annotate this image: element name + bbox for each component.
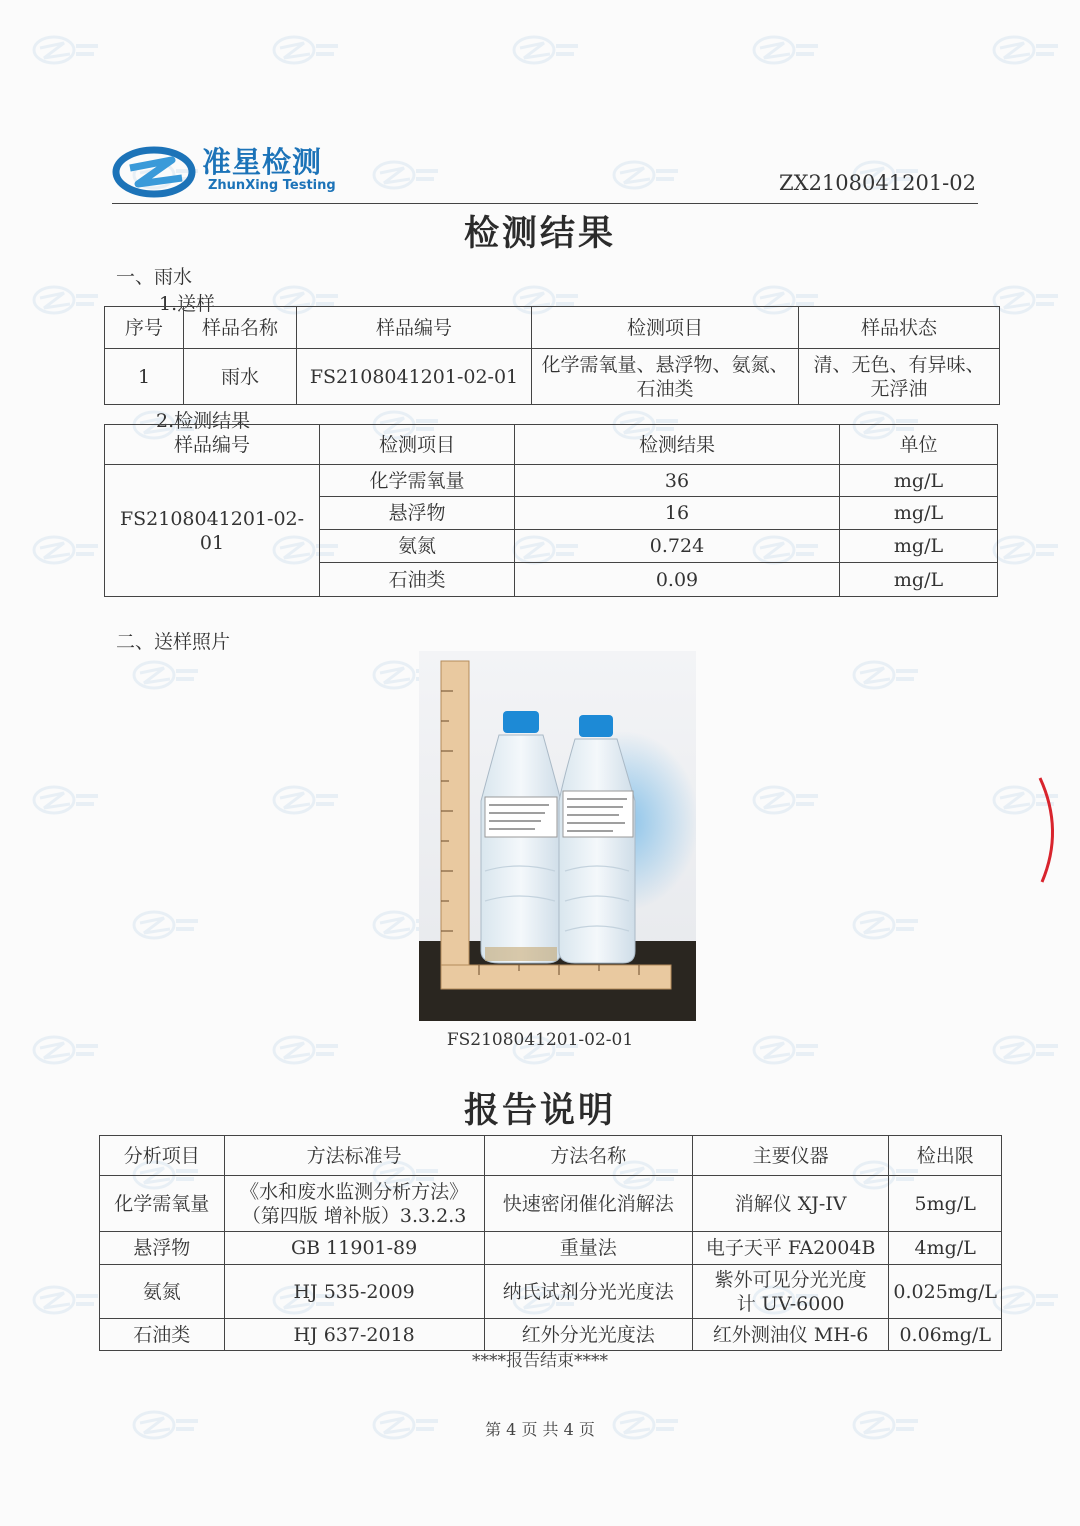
results-value: 0.724 — [515, 530, 840, 563]
method-header-instrument: 主要仪器 — [692, 1136, 889, 1176]
header-rule — [112, 203, 978, 204]
results-unit: mg/L — [840, 530, 998, 563]
sample-cell-name: 雨水 — [184, 349, 297, 405]
sample-items-line1: 化学需氧量、悬浮物、氨氮、 — [541, 353, 789, 376]
subsection-sample-heading: 1.送样 — [159, 293, 216, 315]
sample-header-status: 样品状态 — [799, 307, 1000, 349]
section-rain-heading: 一、雨水 — [116, 266, 193, 288]
logo-chinese-name: 准星检测 — [202, 145, 323, 179]
subsection-results-heading: 2.检测结果 — [156, 410, 251, 432]
method-standard: GB 11901-89 — [224, 1232, 484, 1265]
watermark-logo-icon — [370, 155, 440, 195]
results-header-item: 检测项目 — [320, 425, 515, 465]
sample-table — [104, 306, 1000, 405]
watermark-logo-icon — [270, 30, 340, 70]
sample-cell-items — [532, 349, 799, 405]
watermark-logo-icon — [990, 30, 1060, 70]
watermark-logo-icon — [750, 780, 820, 820]
method-name: 重量法 — [484, 1232, 692, 1265]
results-header-value: 检测结果 — [515, 425, 840, 465]
watermark-logo-icon — [30, 1280, 100, 1320]
method-limit: 5mg/L — [889, 1176, 1002, 1232]
sample-status-line2: 无浮油 — [870, 377, 928, 400]
watermark-logo-icon — [750, 30, 820, 70]
notes-title: 报告说明 — [463, 1091, 616, 1131]
results-item: 化学需氧量 — [320, 465, 515, 497]
sample-cell-status — [799, 349, 1000, 405]
results-title: 检测结果 — [463, 214, 616, 254]
page-counter: 第 4 页 共 4 页 — [485, 1420, 595, 1439]
watermark-logo-icon — [130, 905, 200, 945]
method-limit: 0.025mg/L — [889, 1265, 1002, 1319]
logo-english-name: ZhunXing Testing — [208, 178, 336, 193]
watermark-logo-icon — [130, 655, 200, 695]
method-instrument: 红外测油仪 MH-6 — [692, 1319, 889, 1351]
seal-stamp-edge — [1036, 774, 1066, 886]
method-instrument-line2: 计 UV-6000 — [736, 1292, 845, 1315]
sample-photo — [419, 651, 696, 1021]
watermark-logo-icon — [270, 780, 340, 820]
method-table — [99, 1135, 1002, 1351]
results-table — [104, 424, 998, 597]
watermark-logo-icon — [30, 280, 100, 320]
method-item: 氨氮 — [100, 1265, 225, 1319]
sample-header-code: 样品编号 — [297, 307, 532, 349]
results-item: 石油类 — [320, 563, 515, 597]
watermark-logo-icon — [510, 30, 580, 70]
report-end-note: ****报告结束**** — [472, 1351, 608, 1371]
report-number: ZX2108041201-02 — [779, 171, 976, 195]
company-logo — [112, 138, 352, 202]
sample-items-line2: 石油类 — [636, 377, 694, 400]
results-sample-code: FS2108041201-02-01 — [105, 465, 320, 597]
results-header-unit: 单位 — [840, 425, 998, 465]
results-unit: mg/L — [840, 563, 998, 597]
method-instrument — [692, 1265, 889, 1319]
results-unit: mg/L — [840, 497, 998, 530]
watermark-logo-icon — [610, 155, 680, 195]
method-header-limit: 检出限 — [889, 1136, 1002, 1176]
sample-header-no: 序号 — [105, 307, 184, 349]
method-standard: HJ 535-2009 — [224, 1265, 484, 1319]
method-standard-line1: 《水和废水监测分析方法》 — [240, 1180, 469, 1203]
method-standard — [224, 1176, 484, 1232]
results-item: 悬浮物 — [320, 497, 515, 530]
method-instrument-line1: 紫外可见分光光度 — [714, 1268, 867, 1291]
method-header-name: 方法名称 — [484, 1136, 692, 1176]
watermark-logo-icon — [850, 655, 920, 695]
results-unit: mg/L — [840, 465, 998, 497]
sample-bottles-image — [419, 651, 696, 1021]
method-limit: 0.06mg/L — [889, 1319, 1002, 1351]
sample-header-name: 样品名称 — [184, 307, 297, 349]
section-photo-heading: 二、送样照片 — [116, 631, 231, 653]
method-limit: 4mg/L — [889, 1232, 1002, 1265]
photo-caption: FS2108041201-02-01 — [446, 1030, 634, 1050]
results-item: 氨氮 — [320, 530, 515, 563]
method-instrument: 消解仪 XJ-IV — [692, 1176, 889, 1232]
method-item: 化学需氧量 — [100, 1176, 225, 1232]
method-standard: HJ 637-2018 — [224, 1319, 484, 1351]
sample-status-line1: 清、无色、有异味、 — [813, 353, 985, 376]
results-header-code: 样品编号 — [105, 425, 320, 465]
sample-header-items: 检测项目 — [532, 307, 799, 349]
method-item: 石油类 — [100, 1319, 225, 1351]
method-item: 悬浮物 — [100, 1232, 225, 1265]
method-header-standard: 方法标准号 — [224, 1136, 484, 1176]
watermark-logo-icon — [30, 530, 100, 570]
results-value: 16 — [515, 497, 840, 530]
watermark-logo-icon — [30, 780, 100, 820]
watermark-logo-icon — [850, 905, 920, 945]
watermark-logo-icon — [990, 280, 1060, 320]
method-standard-line2: （第四版 增补版）3.3.2.3 — [241, 1204, 467, 1227]
method-name: 快速密闭催化消解法 — [484, 1176, 692, 1232]
sample-cell-no: 1 — [105, 349, 184, 405]
method-name: 纳氏试剂分光光度法 — [484, 1265, 692, 1319]
sample-cell-code: FS2108041201-02-01 — [297, 349, 532, 405]
method-header-item: 分析项目 — [100, 1136, 225, 1176]
results-value: 0.09 — [515, 563, 840, 597]
method-instrument: 电子天平 FA2004B — [692, 1232, 889, 1265]
results-value: 36 — [515, 465, 840, 497]
watermark-logo-icon — [30, 30, 100, 70]
watermark-logo-icon — [990, 530, 1060, 570]
method-name: 红外分光光度法 — [484, 1319, 692, 1351]
logo-mark-icon — [112, 138, 202, 202]
